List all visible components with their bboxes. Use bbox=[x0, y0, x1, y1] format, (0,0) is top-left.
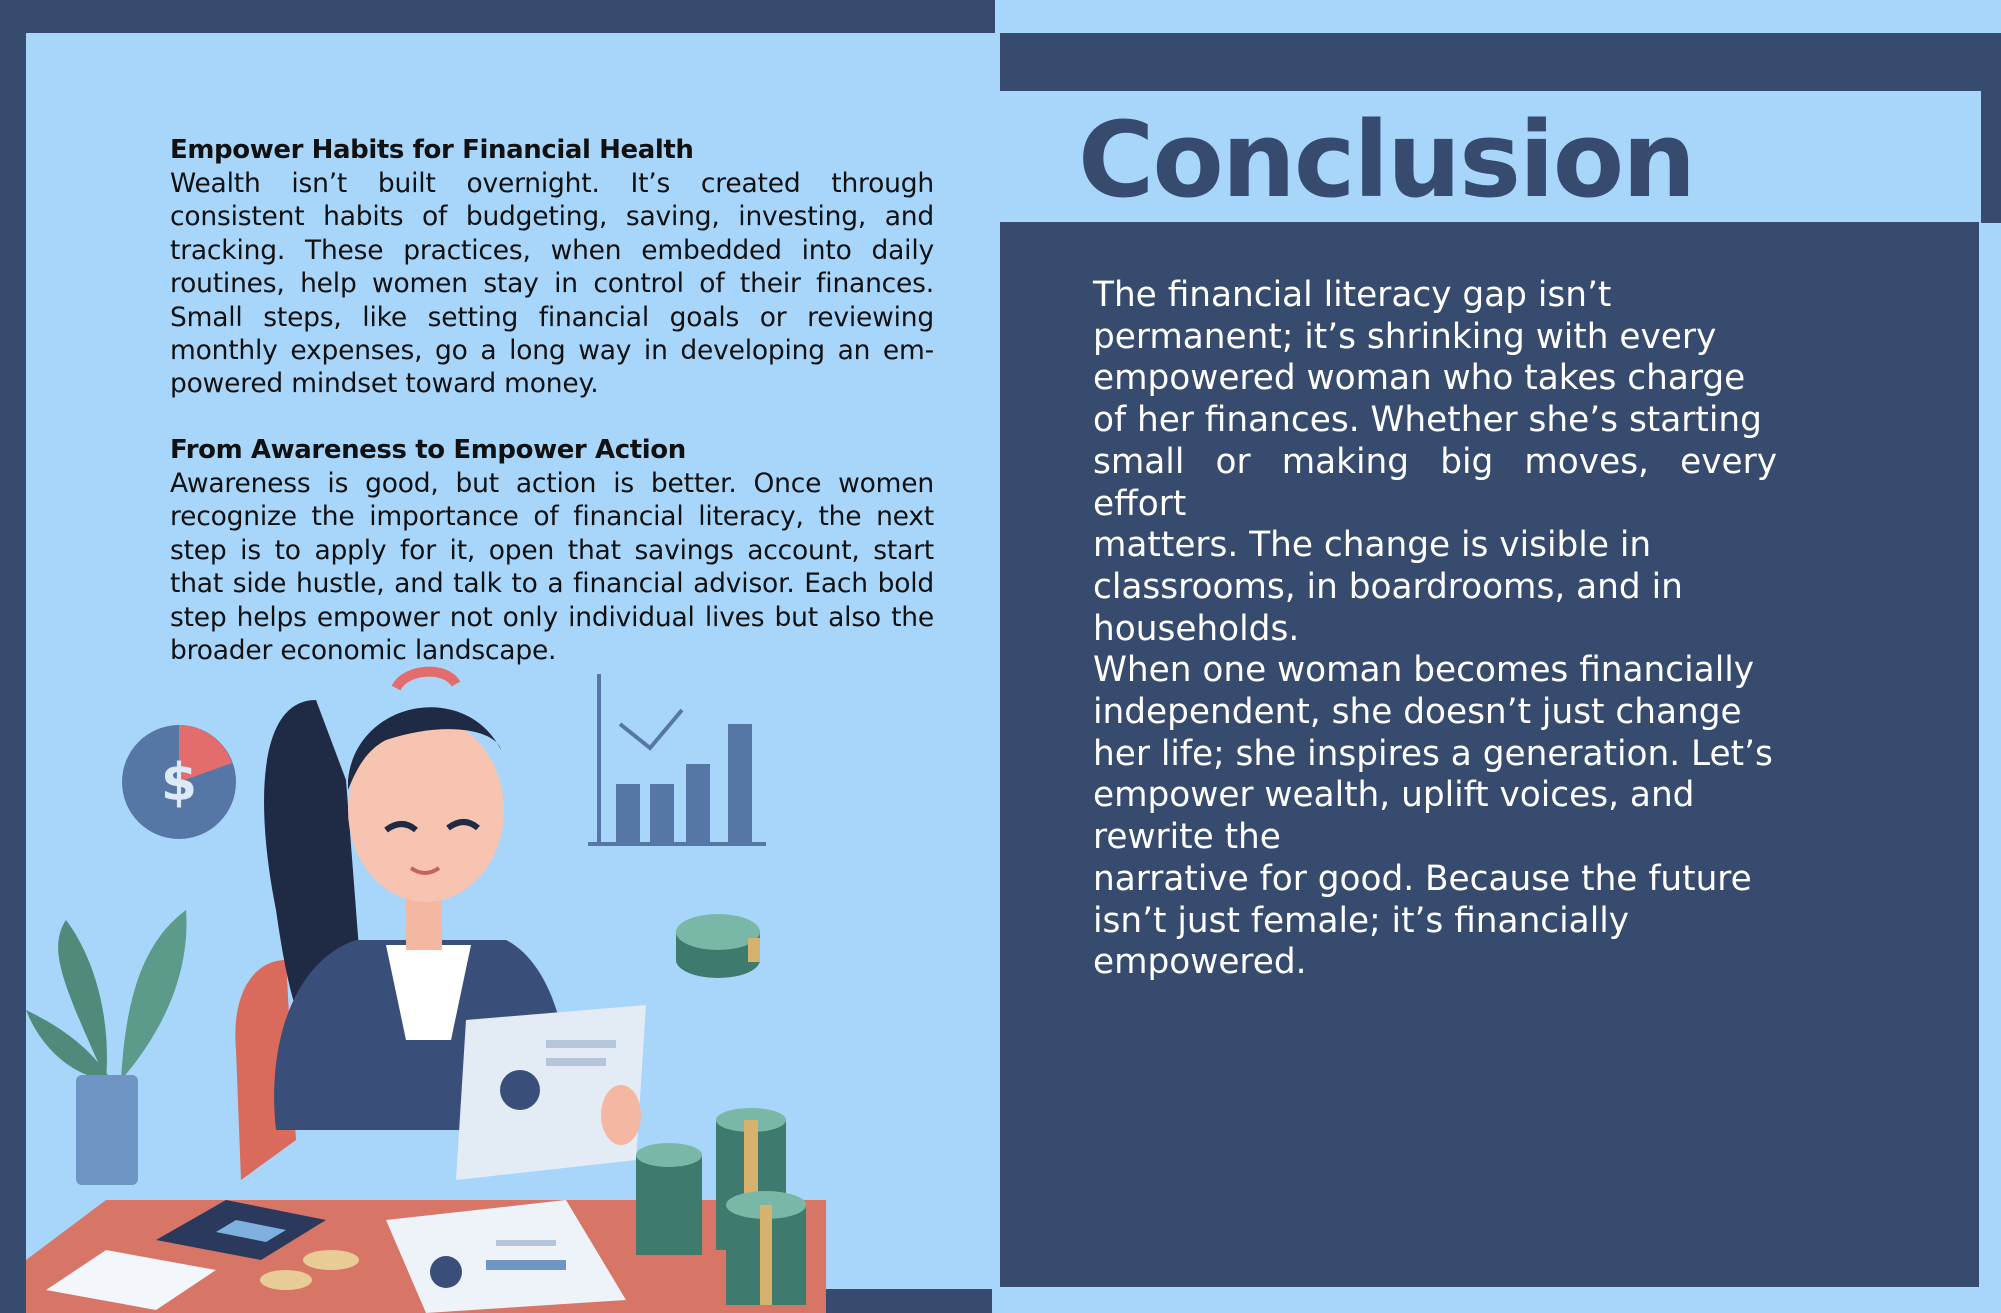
left-border bbox=[0, 0, 26, 1313]
conclusion-line: When one woman becomes financially bbox=[1093, 650, 1755, 691]
section-body: Awareness is good, but action is better. Once women recognize the importance of financial literacy, the next step is to apply for it, open that savings account, start that side hustle, and talk to a financial advisor. Each bold step helps empower not only individual lives but also the broader economic landscape. bbox=[170, 468, 934, 667]
conclusion-line: empower wealth, uplift voices, and bbox=[1093, 775, 1695, 816]
conclusion-line: rewrite the bbox=[1093, 817, 1281, 858]
bar-chart-icon bbox=[588, 674, 766, 844]
conclusion-line: isn’t just female; it’s financially bbox=[1093, 900, 1630, 941]
section-heading: From Awareness to Empower Action bbox=[170, 435, 686, 465]
page-title: Conclusion bbox=[1078, 99, 1695, 221]
svg-text:$: $ bbox=[160, 753, 198, 813]
conclusion-line: classrooms, in boardrooms, and in bbox=[1093, 566, 1683, 607]
conclusion-line: households. bbox=[1093, 608, 1300, 649]
right-top-bar bbox=[1000, 33, 2001, 91]
conclusion-line: The financial literacy gap isn’t bbox=[1093, 275, 1612, 315]
conclusion-line: empowered. bbox=[1093, 942, 1307, 983]
bottom-center-bar bbox=[826, 1289, 992, 1313]
conclusion-line: matters. The change is visible in bbox=[1093, 525, 1652, 566]
plant-icon bbox=[26, 910, 186, 1185]
conclusion-line: her life; she inspires a generation. Let’s bbox=[1093, 733, 1773, 774]
woman-finance-illustration bbox=[26, 660, 826, 1313]
conclusion-paragraph bbox=[1093, 275, 1777, 984]
conclusion-line: independent, she doesn’t just change bbox=[1093, 692, 1742, 733]
right-edge-block bbox=[1981, 33, 2001, 223]
section-financial-health bbox=[170, 134, 934, 401]
section-heading: Empower Habits for Financial Health bbox=[170, 135, 694, 165]
conclusion-line: small or making big moves, every effort bbox=[1093, 441, 1777, 524]
conclusion-line: of her finances. Whether she’s starting bbox=[1093, 400, 1762, 441]
section-body: Wealth isn’t built overnight. It’s created through consistent habits of budgeting, saving, investing, and tracking. These practices, when embedded into daily routines, help women stay in control of their finances. Small steps, like setting financial goals or reviewing monthly expenses, go a long way in developing an em-powered mindset toward money. bbox=[170, 168, 934, 400]
section-empower-action bbox=[170, 434, 934, 667]
coin-stack-icon bbox=[676, 914, 760, 978]
conclusion-line: empowered woman who takes charge bbox=[1093, 358, 1746, 399]
pie-chart-icon bbox=[122, 725, 236, 839]
conclusion-line: permanent; it’s shrinking with every bbox=[1093, 316, 1717, 357]
conclusion-line: narrative for good. Because the future bbox=[1093, 858, 1752, 899]
top-left-bar bbox=[0, 0, 995, 33]
